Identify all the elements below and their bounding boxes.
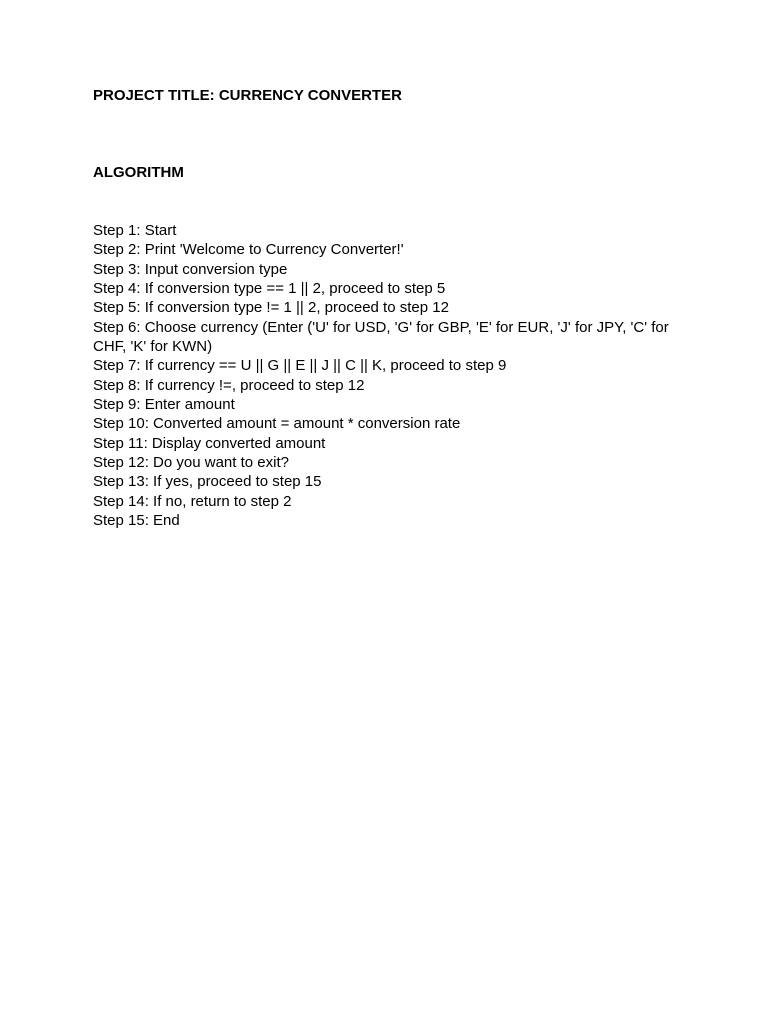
- step-5: Step 5: If conversion type != 1 || 2, proceed to step 12: [93, 299, 449, 317]
- step-14: Step 14: If no, return to step 2: [93, 492, 292, 510]
- step-7: Step 7: If currency == U || G || E || J || C || K, proceed to step 9: [93, 357, 507, 375]
- step-1: Step 1: Start: [93, 222, 177, 239]
- step-2: Step 2: Print 'Welcome to Currency Converter!': [93, 241, 404, 259]
- project-title: PROJECT TITLE: CURRENCY CONVERTER: [93, 87, 402, 104]
- step-10: Step 10: Converted amount = amount * conversion rate: [93, 415, 461, 433]
- step-11: Step 11: Display converted amount: [93, 434, 326, 452]
- step-15: Step 15: End: [93, 512, 180, 530]
- step-8: Step 8: If currency !=, proceed to step 12: [93, 376, 365, 394]
- step-12: Step 12: Do you want to exit?: [93, 454, 289, 472]
- algorithm-heading: ALGORITHM: [93, 164, 184, 181]
- step-4: Step 4: If conversion type == 1 || 2, proceed to step 5: [93, 280, 446, 298]
- step-9: Step 9: Enter amount: [93, 396, 235, 414]
- step-13: Step 13: If yes, proceed to step 15: [93, 473, 322, 491]
- algorithm-steps-list: [93, 221, 673, 531]
- step-6: Step 6: Choose currency (Enter ('U' for USD, 'G' for GBP, 'E' for EUR, 'J' for JPY, 'C' for CHF, 'K' for KWN): [93, 318, 669, 356]
- step-3: Step 3: Input conversion type: [93, 260, 288, 278]
